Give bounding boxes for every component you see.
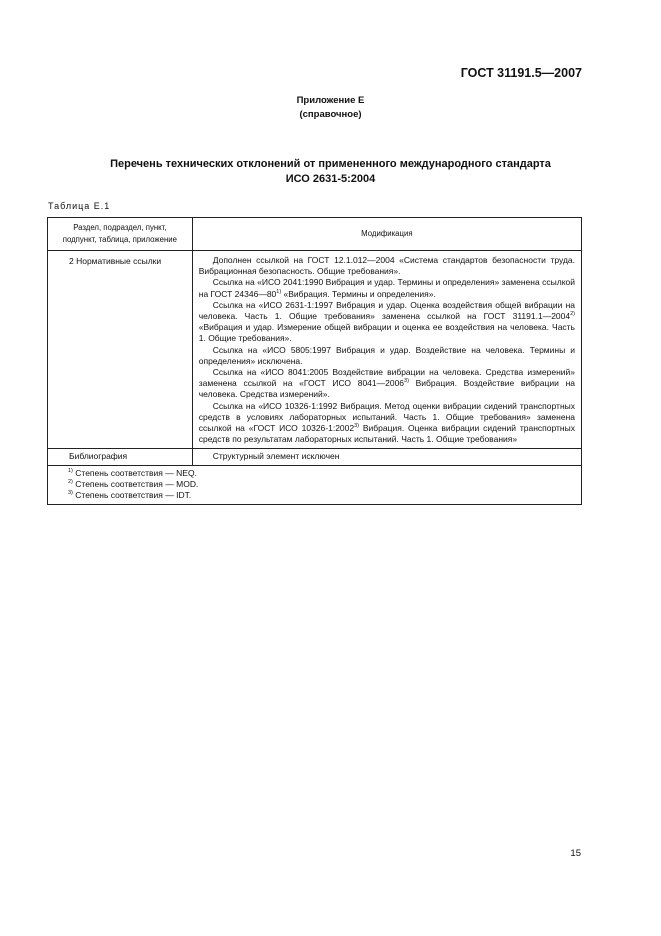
footnote — [68, 490, 577, 501]
modification-paragraph — [199, 255, 575, 277]
appendix-heading — [0, 94, 661, 122]
footnote-ref: 2) — [570, 311, 575, 318]
header-section-line-1: Раздел, подраздел, пункт, — [73, 223, 167, 232]
modification-paragraph — [199, 401, 575, 446]
footnote — [68, 468, 577, 479]
modification-paragraph — [199, 367, 575, 401]
row-section-cell: Библиография — [48, 449, 193, 465]
footnote-ref: 3) — [404, 378, 409, 385]
table-row — [48, 449, 582, 465]
footnote-text: Степень соответствия — IDT. — [72, 490, 192, 501]
footnote-ref: 3) — [354, 423, 359, 430]
footnote-text: Степень соответствия — MOD. — [72, 478, 199, 489]
appendix-title: Приложение Е — [296, 95, 365, 106]
row-modification-cell: Структурный элемент исключен — [192, 449, 581, 465]
table-label: Таблица Е.1 — [48, 201, 111, 211]
paragraph-text: Вибрация. Оценка вибрации сидений транспортных средств по результатам лабораторных испытаний. Часть 1. Общие требования» — [198, 423, 575, 445]
row-modification-cell — [192, 251, 581, 449]
paragraph-text: Ссылка на «ИСО 2041:1990 Вибрация и удар. Термины и определения» заменена ссылкой на ГОСТ 24346—80 — [198, 277, 575, 299]
footnote-ref: 1) — [276, 288, 282, 295]
table-header-row — [48, 218, 582, 251]
table-row — [48, 251, 582, 449]
paragraph-text: Ссылка на «ИСО 10326-1:1992 Вибрация. Метод оценки вибрации сидений транспортных средств в условиях лабораторных испытаний. Часть 1. Общие требования» заменена ссылкой на «ГОСТ ИСО 10326-1:2002 — [198, 400, 575, 434]
table-notes-row — [48, 465, 582, 505]
paragraph-text: «Вибрация и удар. Измерение общей вибрации и оценка ее воздействия на человека. Часть 1. Общие требования». — [198, 322, 575, 344]
modification-paragraph — [199, 300, 575, 345]
paragraph-text: Вибрация. Воздействие вибрации на человека. Средства измерений». — [198, 378, 575, 400]
paragraph-text: Ссылка на «ИСО 8041:2005 Воздействие вибрации на человека. Средства измерений» заменена ссылкой на «ГОСТ ИСО 8041—2006 — [198, 367, 575, 389]
paragraph-text: Дополнен ссылкой на ГОСТ 12.1.012—2004 «Система стандартов безопасности труда. Вибрационная безопасность. Общие требования». — [198, 255, 575, 277]
footnote-marker: 2) — [68, 479, 73, 486]
deviations-table — [47, 217, 582, 505]
header-modification-column: Модификация — [192, 218, 581, 251]
document-code: ГОСТ 31191.5—2007 — [460, 66, 582, 80]
header-section-column — [48, 218, 193, 251]
paragraph-text: Ссылка на «ИСО 5805:1997 Вибрация и удар. Воздействие на человека. Термины и определения» исключена. — [198, 344, 575, 366]
paragraph-text: Ссылка на «ИСО 2631-1:1997 Вибрация и удар. Оценка воздействия общей вибрации на человека. Часть 1. Общие требования» заменена ссылкой на ГОСТ 31191.1—2004 — [198, 299, 575, 322]
footnote-text: Степень соответствия — NEQ. — [72, 467, 197, 478]
row-section-cell: 2 Нормативные ссылки — [48, 251, 193, 449]
page-number: 15 — [570, 848, 581, 859]
main-title — [0, 157, 661, 187]
main-title-line-2: ИСО 2631-5:2004 — [285, 173, 376, 185]
paragraph-text: «Вибрация. Термины и определения». — [281, 288, 436, 299]
main-title-line-1: Перечень технических отклонений от примененного международного стандарта — [110, 158, 551, 170]
footnote-marker: 3) — [68, 490, 73, 497]
footnotes-cell — [48, 465, 582, 505]
appendix-subtitle: (справочное) — [299, 109, 362, 120]
modification-paragraph — [199, 345, 575, 367]
footnote-marker: 1) — [68, 467, 73, 474]
footnote — [68, 479, 577, 490]
modification-paragraph — [199, 277, 575, 299]
header-section-line-2: подпункт, таблица, приложение — [62, 235, 177, 244]
